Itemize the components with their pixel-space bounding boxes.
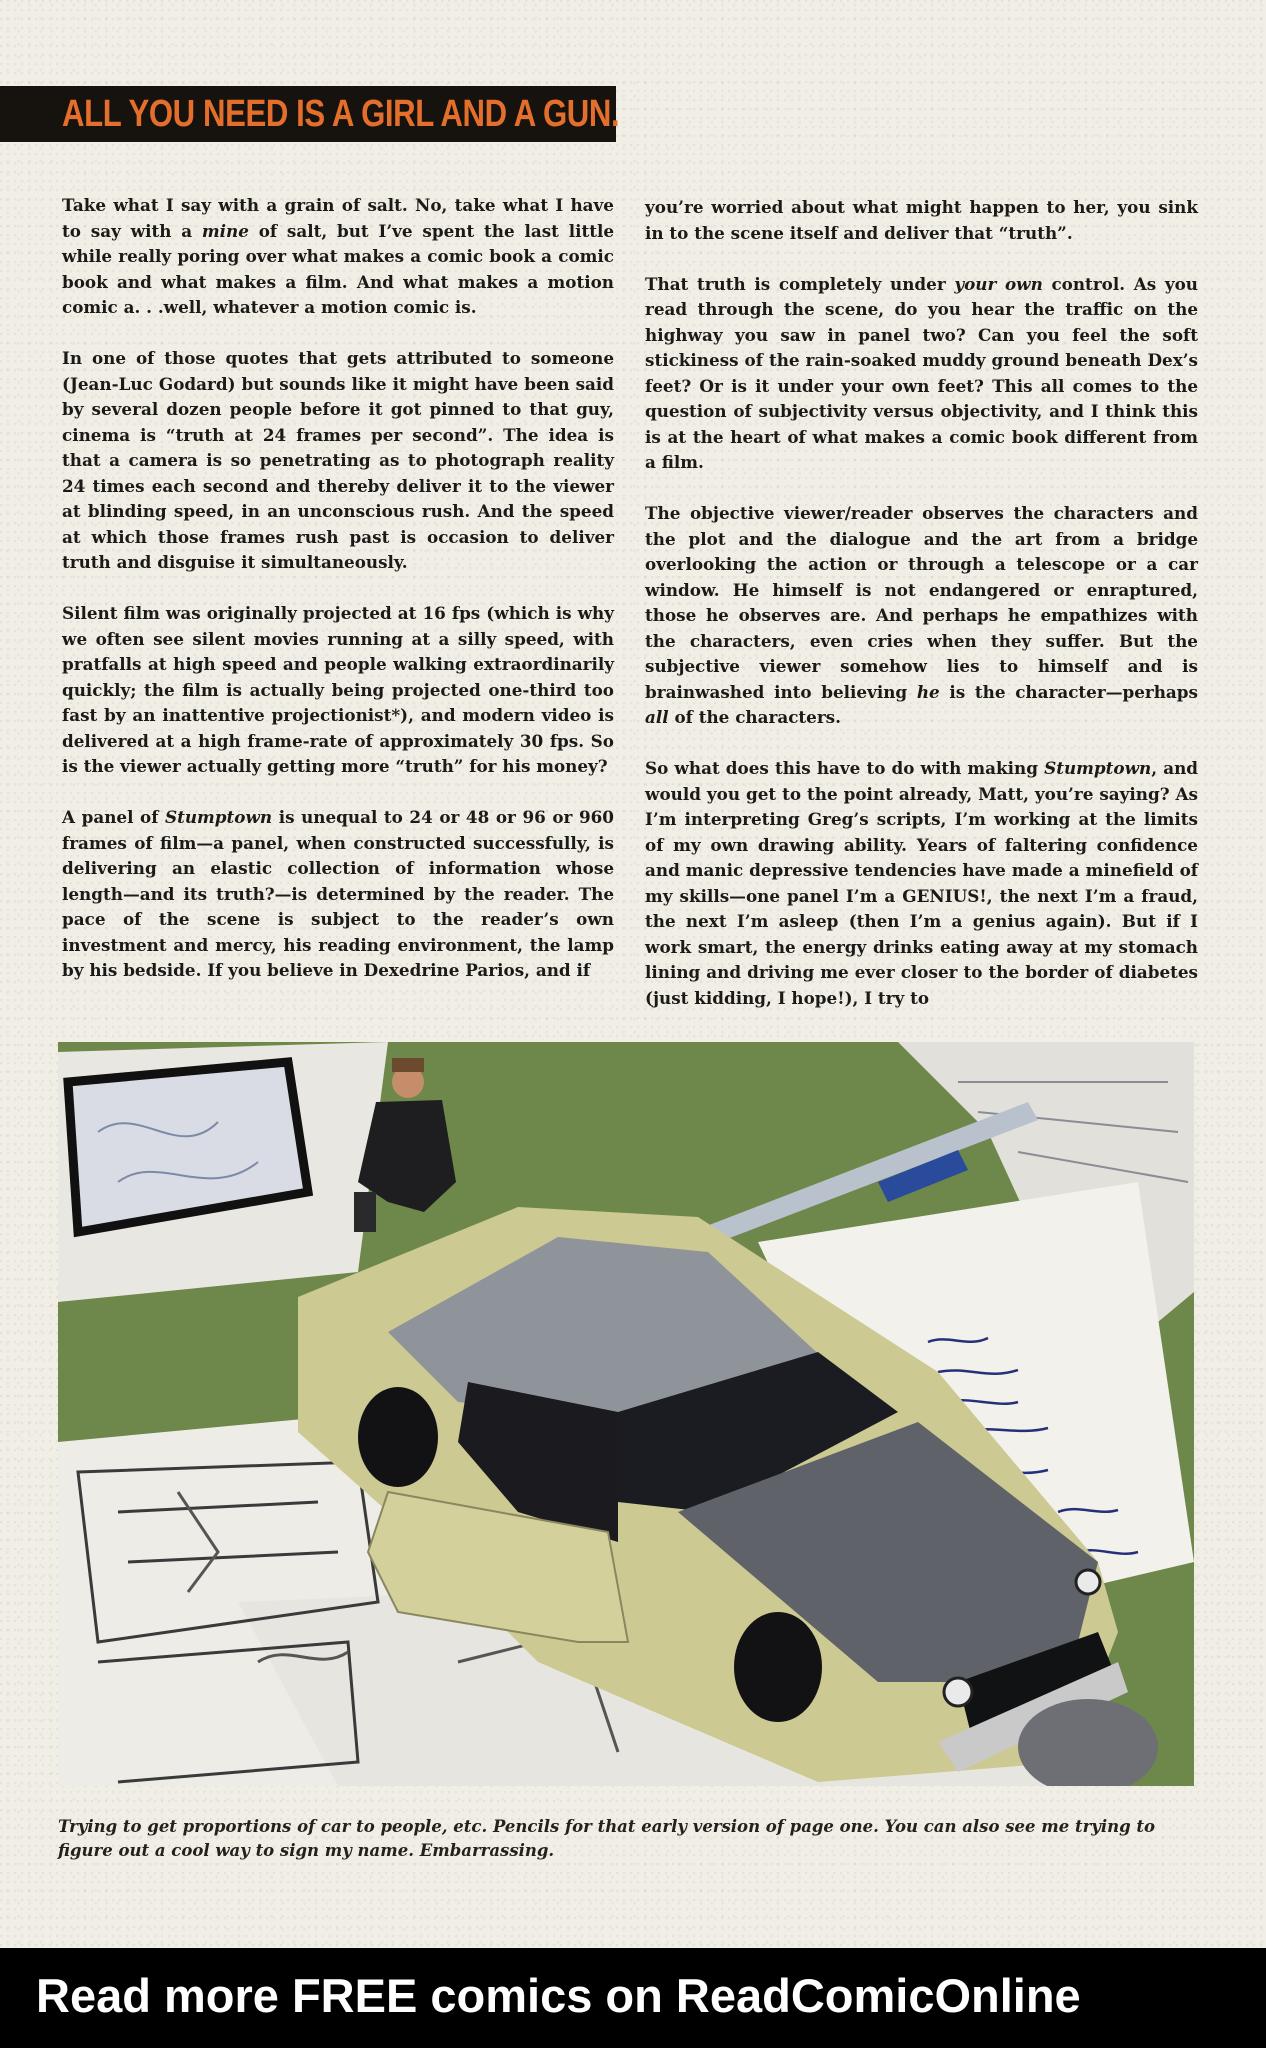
paragraph	[645, 195, 1198, 246]
article-headline: ALL YOU NEED IS A GIRL AND A GUN.	[62, 93, 620, 135]
text-run: is unequal to 24 or 48 or 96 or 960 frames of film—a panel, when constructed successfully, is delivering an elastic collection of information whose length—and its truth?—is determined by the reader. The pace of the scene is subject to the reader’s own investment and mercy, his reading environment, the lamp by his bedside. If you believe in Dexedrine Parios, and if	[62, 807, 614, 980]
text-run: Take what I say with a grain of salt. No, take what I have to say with a	[62, 195, 614, 241]
text-run: Silent film was originally projected at 16 fps (which is why we often see silent movies running at a silly speed, with pratfalls at high speed and people walking extraordinarily quickly; the film is actually being projected one-third too fast by an inattentive projectionist*), and modern video is delivered at a high frame-rate of approximately 30 fps. So is the viewer actually getting more “truth” for his money?	[62, 603, 614, 776]
photo-illustration	[58, 1042, 1194, 1786]
paragraph	[62, 601, 614, 780]
paragraph	[62, 346, 614, 576]
photo-caption: Trying to get proportions of car to people, etc. Pencils for that early version of page one. You can also see me trying to figure out a cool way to sign my name. Embarrassing.	[58, 1817, 1156, 1860]
paragraph	[645, 272, 1198, 476]
left-column	[62, 193, 614, 1009]
italic-run: mine	[201, 220, 249, 241]
text-run: That truth is completely under	[645, 273, 955, 294]
text-run: of the characters.	[668, 707, 841, 727]
text-run: control. As you read through the scene, do you hear the traffic on the highway you saw in panel two? Can you feel the soft stickiness of the rain-soaked muddy ground beneath Dex’s feet? Or is it under your own feet? This all comes to the question of subjectivity versus objectivity, and I think this is at the heart of what makes a comic book different from a film.	[645, 273, 1198, 472]
italic-run: Stumptown	[164, 807, 273, 827]
right-column	[645, 195, 1198, 1037]
text-run: A panel of	[62, 807, 165, 827]
paragraph	[62, 193, 614, 321]
paragraph	[62, 805, 614, 984]
text-run: So what does this have to do with making	[645, 758, 1045, 778]
italic-run: he	[916, 681, 940, 702]
promo-banner-text[interactable]: Read more FREE comics on ReadComicOnline	[36, 1969, 1081, 2022]
italic-run: your own	[954, 273, 1043, 294]
italic-run: Stumptown	[1044, 758, 1152, 778]
text-run: In one of those quotes that gets attributed to someone (Jean-Luc Godard) but sounds like it might have been said by several dozen people before it got pinned to that guy, cinema is “truth at 24 frames per second”. The idea is that a camera is so penetrating as to photograph reality 24 times each second and thereby deliver it to the viewer at blinding speed, in an unconscious rush. And the speed at which those frames rush past is occasion to deliver truth and disguise it simultaneously.	[62, 348, 614, 572]
italic-run: all	[645, 707, 669, 727]
text-run: The objective viewer/reader observes the characters and the plot and the dialogue and the art from a bridge overlooking the action or through a telescope or a car window. He himself is not endangered or enraptured, those he observes are. And perhaps he empathizes with the characters, even cries when they suffer. But the subjective viewer somehow lies to himself and is brainwashed into believing	[645, 503, 1198, 702]
article-photo	[58, 1042, 1194, 1786]
paragraph	[645, 756, 1198, 1011]
text-run: of salt, but I’ve spent the last little while really poring over what makes a comic book a comic book and what makes a film. And what makes a motion comic a. . .well, whatever a motion comic is.	[62, 220, 614, 317]
text-run: , and would you get to the point already, Matt, you’re saying? As I’m interpreting Greg’s scripts, I’m working at the limits of my own drawing ability. Years of faltering confidence and manic depressive tendencies have made a minefield of my skills—one panel I’m a GENIUS!, the next I’m a fraud, the next I’m asleep (then I’m a genius again). But if I work smart, the energy drinks eating away at my stomach lining and driving me ever closer to the border of diabetes (just kidding, I hope!), I try to	[645, 758, 1199, 1008]
text-run: is the character—perhaps	[939, 681, 1198, 702]
paragraph	[645, 501, 1198, 731]
text-run: you’re worried about what might happen to her, you sink in to the scene itself and deliver that “truth”.	[645, 197, 1198, 243]
